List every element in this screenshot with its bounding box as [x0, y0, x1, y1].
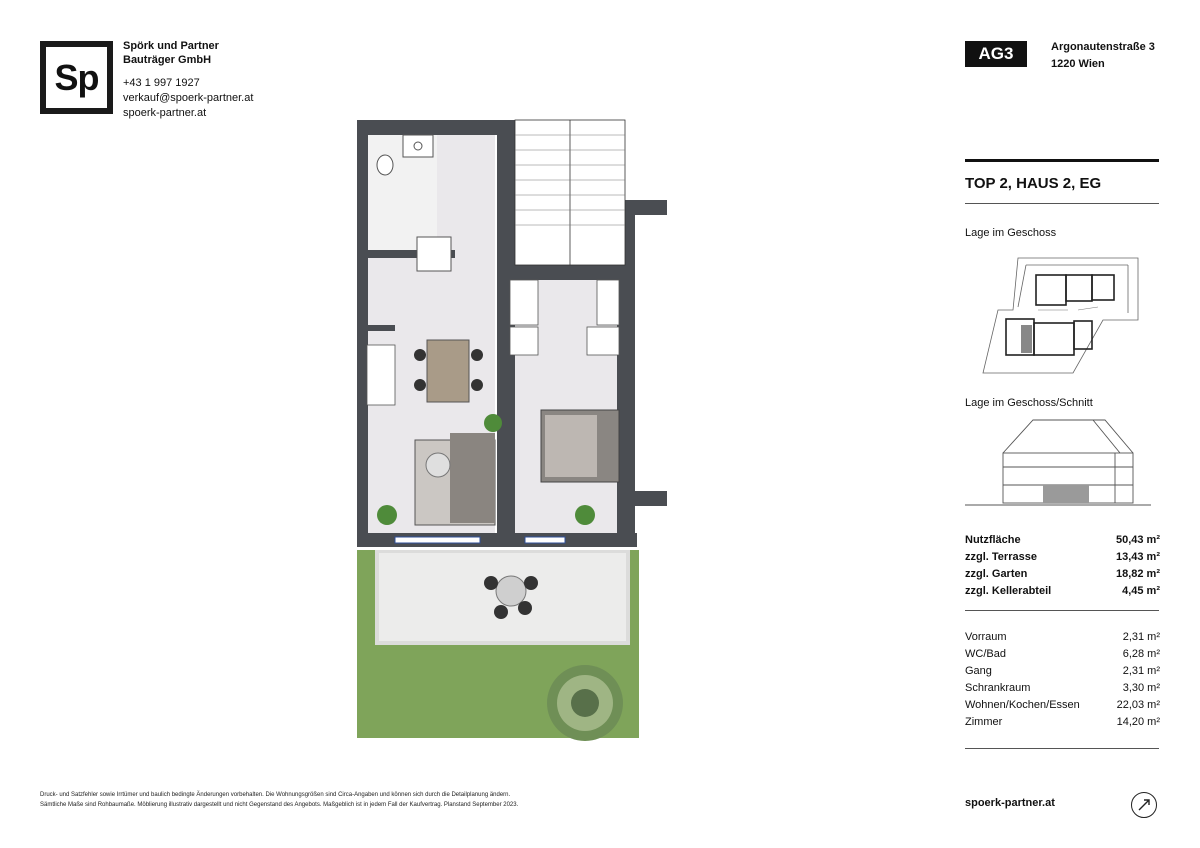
project-badge: AG3	[965, 41, 1027, 67]
room-row: Zimmer 14,20 m²	[965, 716, 1160, 728]
sofa-icon	[415, 433, 495, 525]
company-contact	[123, 76, 253, 121]
floor-plan	[355, 115, 670, 755]
tree-icon	[547, 665, 623, 741]
shower-icon	[403, 135, 433, 157]
summary-row: zzgl. Kellerabteil 4,45 m²	[965, 585, 1160, 597]
company-phone: +43 1 997 1927	[123, 77, 200, 89]
company-web[interactable]: spoerk-partner.at	[123, 107, 207, 119]
logo-text: Sp	[46, 47, 107, 108]
room-row: Wohnen/Kochen/Essen 22,03 m²	[965, 699, 1160, 711]
project-address	[1051, 39, 1155, 73]
toilet-icon	[377, 155, 393, 175]
unit-title: TOP 2, HAUS 2, EG	[965, 175, 1102, 192]
company-name-line2: Bauträger GmbH	[123, 54, 212, 66]
disclaimer-line2: Sämtliche Maße sind Rohbaumaße. Möblierung illustrativ dargestellt und nicht Gegenstand des Angebots. Maßgeblich ist in jedem Fall der Kaufvertrag. Planstand September 2023.	[40, 802, 519, 808]
room-list	[965, 629, 1160, 731]
bed-icon	[541, 410, 619, 482]
company-logo	[40, 41, 113, 114]
location-label: Lage im Geschoss	[965, 227, 1057, 239]
company-email[interactable]: verkauf@spoerk-partner.at	[123, 92, 254, 104]
north-arrow-icon	[1131, 792, 1157, 818]
company-name-line1: Spörk und Partner	[123, 40, 219, 52]
address-street: Argonautenstraße 3	[1051, 41, 1155, 53]
company-name	[123, 39, 219, 67]
room-row: Schrankraum 3,30 m²	[965, 682, 1160, 694]
room-row: Vorraum 2,31 m²	[965, 631, 1160, 643]
footer-website[interactable]: spoerk-partner.at	[965, 797, 1055, 809]
title-divider	[965, 159, 1159, 162]
summary-row: Nutzfläche 50,43 m²	[965, 534, 1160, 546]
room-row: Gang 2,31 m²	[965, 665, 1160, 677]
disclaimer	[40, 790, 640, 810]
address-city: 1220 Wien	[1051, 58, 1105, 70]
sink-icon	[417, 237, 451, 271]
room-row: WC/Bad 6,28 m²	[965, 648, 1160, 660]
divider	[965, 203, 1159, 204]
summary-row: zzgl. Garten 18,82 m²	[965, 568, 1160, 580]
section-diagram	[965, 415, 1155, 515]
summary-row: zzgl. Terrasse 13,43 m²	[965, 551, 1160, 563]
site-keyplan	[978, 255, 1148, 375]
divider	[965, 610, 1159, 611]
area-summary	[965, 532, 1160, 600]
disclaimer-line1: Druck- und Satzfehler sowie Irrtümer und baulich bedingte Änderungen vorbehalten. Die Wohnungsgrößen sind Circa-Angaben und können sich durch die Detailplanung ändern.	[40, 792, 511, 798]
divider	[965, 748, 1159, 749]
section-label: Lage im Geschoss/Schnitt	[965, 397, 1093, 409]
